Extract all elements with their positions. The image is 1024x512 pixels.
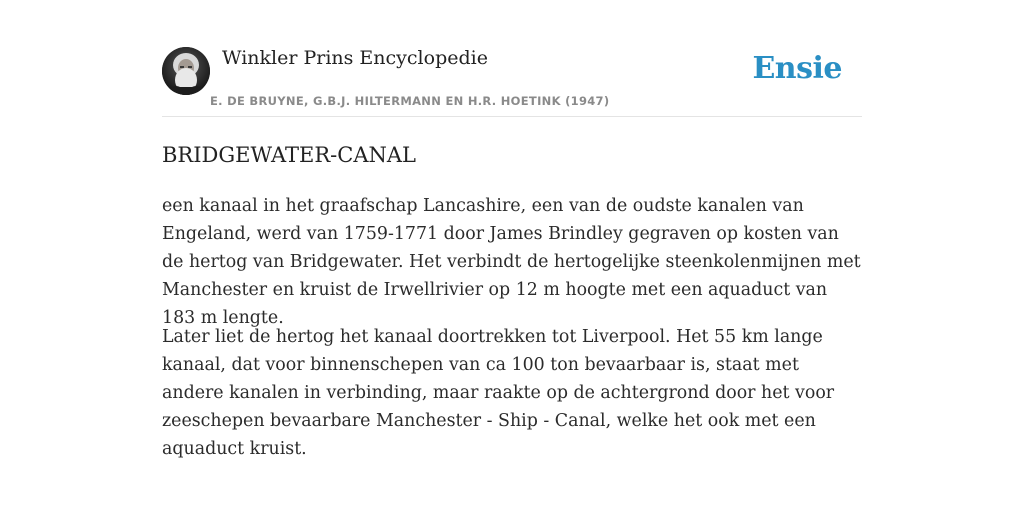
article-paragraph: Later liet de hertog het kanaal doortrekken tot Liverpool. Het 55 km lange kanaal, dat voor binnenschepen van ca 100 ton bevaarbaar is, staat met andere kanalen in verbinding, maar raakte op de achtergrond door het voor zeeschepen bevaarbare Manchester - Ship - Canal, welke het ook met een aquaduct kruist. — [162, 327, 835, 459]
encyclopedia-title[interactable]: Winkler Prins Encyclopedie — [222, 47, 488, 69]
brand-logo[interactable]: Ensie — [752, 51, 842, 86]
author-avatar — [162, 47, 210, 95]
authors-line: E. DE BRUYNE, G.B.J. HILTERMANN EN H.R. HOETINK (1947) — [210, 94, 610, 108]
header — [162, 44, 862, 117]
article-paragraph: een kanaal in het graafschap Lancashire, een van de oudste kanalen van Engeland, werd van 1759-1771 door James Brindley gegraven op kosten van de hertog van Bridgewater. Het verbindt de hertogelijke steenkolenmijnen met Manchester en kruist de Irwellrivier op 12 m hoogte met een aquaduct van 183 m lengte. — [162, 196, 861, 328]
article-title: BRIDGEWATER-CANAL — [162, 143, 416, 167]
portrait-icon — [162, 47, 210, 95]
